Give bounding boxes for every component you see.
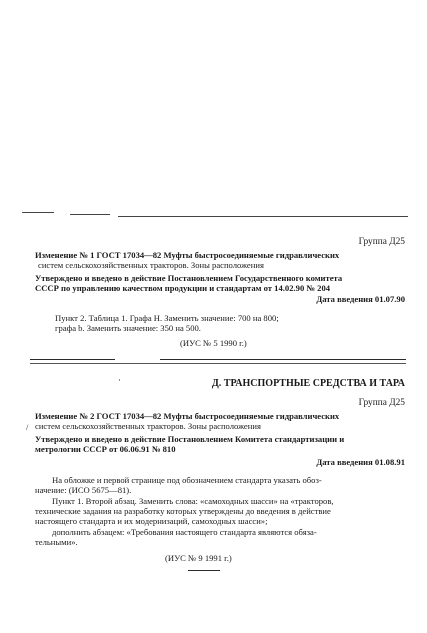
change2-title-line1: Изменение № 2 ГОСТ 17034—82 Муфты быстросоединяемые гидравлических [35, 411, 340, 421]
margin-mark: / [26, 422, 29, 432]
change2-para2-line4: дополнить абзацем: «Требования настоящего стандарта являются обяза- [52, 527, 317, 537]
change1-approved-line1: Утверждено и введено в действие Постановлением Государственного комитета [35, 273, 343, 283]
top-rule-fragment-2 [70, 214, 110, 215]
change2-para2-line1: Пункт 1. Второй абзац. Заменить слова: «самоходных шасси» на «тракторов, [52, 496, 334, 506]
change2-para1-line2: начение: (ИСО 5675—81). [35, 485, 132, 495]
change2-para2-line3: настоящего стандарта и их модернизаций, самоходных шасси»; [35, 516, 268, 526]
change2-effective-date: Дата введения 01.08.91 [316, 457, 405, 467]
separator-rule-3 [30, 363, 406, 364]
separator-rule-2 [160, 359, 406, 360]
change1-title-line1: Изменение № 1 ГОСТ 17034—82 Муфты быстросоединяемые гидравлических [35, 250, 340, 260]
top-rule-fragment-1 [22, 212, 54, 213]
bottom-rule [188, 570, 220, 571]
change2-title-line2: систем сельскохозяйственных тракторов. Зоны расположения [35, 421, 261, 431]
change1-source: (ИУС № 5 1990 г.) [180, 338, 247, 348]
change1-title-line2: систем сельскохозяйственных тракторов. Зоны расположения [38, 260, 264, 270]
change1-approved-line2: СССР по управлению качеством продукции и стандартам от 14.02.90 № 204 [35, 283, 331, 293]
group-label-1: Группа Д25 [358, 237, 405, 247]
separator-rule-1 [30, 359, 115, 360]
change2-para2-line2: технические задания на разработку которых утверждены до введения в действие [35, 506, 331, 516]
change2-para2-line5: тельными». [35, 537, 78, 547]
change2-approved-line1: Утверждено и введено в действие Постановлением Комитета стандартизации и [35, 434, 345, 444]
top-rule-fragment-3 [118, 216, 408, 217]
change2-approved-line2: метрологии СССР от 06.06.91 № 810 [35, 444, 176, 454]
group-label-2: Группа Д25 [358, 398, 405, 408]
change1-body-line2: графа b. Заменить значение: 350 на 500. [55, 323, 201, 333]
change1-body-line1: Пункт 2. Таблица 1. Графа Н. Заменить значение: 700 на 800; [55, 313, 279, 323]
change2-source: (ИУС № 9 1991 г.) [165, 553, 232, 563]
change2-para1-line1: На обложке и первой странице под обозначением стандарта указать обоз- [52, 475, 322, 485]
change1-effective-date: Дата введения 01.07.90 [316, 294, 405, 304]
bullet-dot: · [118, 375, 121, 385]
section-heading: Д. ТРАНСПОРТНЫЕ СРЕДСТВА И ТАРА [211, 378, 405, 389]
